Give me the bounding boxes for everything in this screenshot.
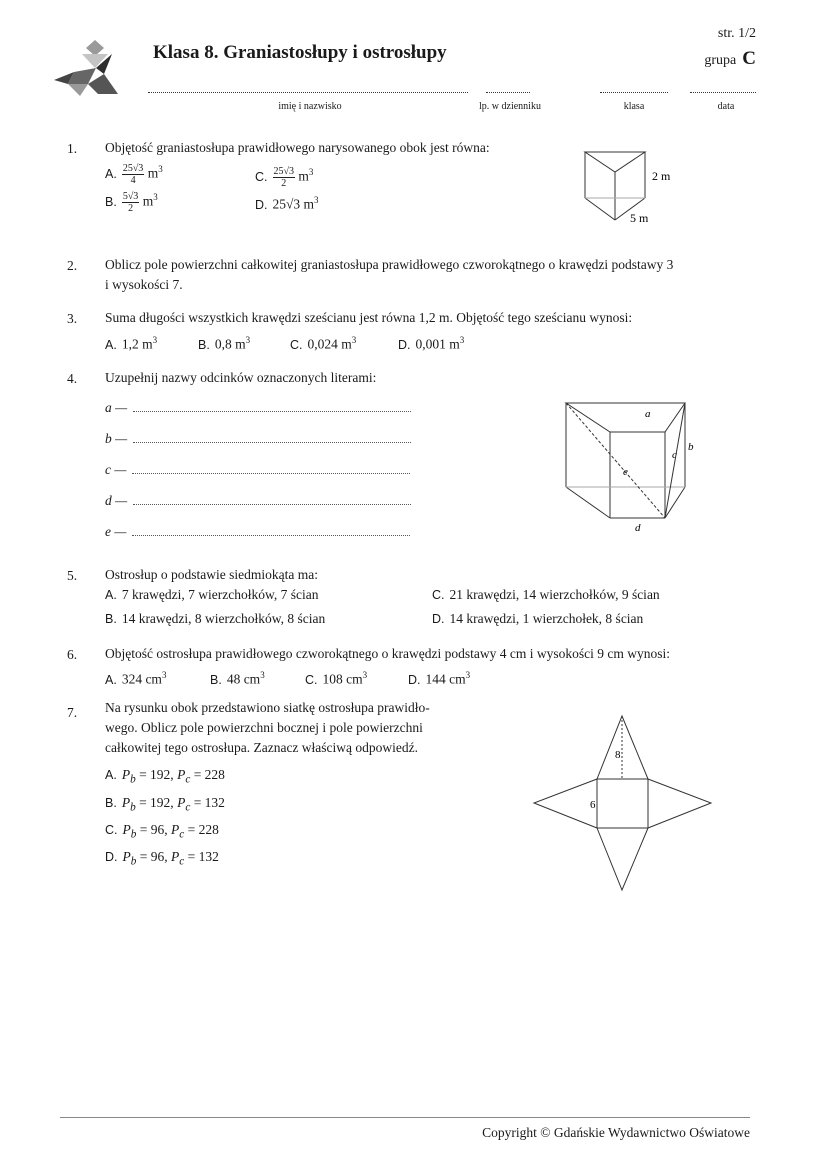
class-field[interactable] bbox=[600, 92, 668, 93]
question-number: 7. bbox=[67, 705, 78, 720]
class-number-label: lp. w dzienniku bbox=[479, 101, 541, 112]
question-text: Na rysunku obok przedstawiono siatkę ostrosłupa prawidło- wego. Oblicz pole powierzchni bocznej i pole powierzchni całkowitej tego ostrosłupa. Zaznacz właściwą odpowiedź. bbox=[105, 700, 430, 755]
answer-option[interactable]: B. 14 krawędzi, 8 wierzchołków, 8 ścian bbox=[105, 611, 326, 626]
date-label: data bbox=[717, 101, 735, 112]
prism-diagram bbox=[560, 395, 700, 540]
answer-option[interactable]: D. 14 krawędzi, 1 wierzchołek, 8 ścian bbox=[432, 611, 644, 626]
slant-height-label: 8 bbox=[615, 749, 621, 761]
answer-option[interactable]: C. 0,024 $m^3$ bbox=[290, 335, 357, 352]
answer-option[interactable]: A. 324 $cm^3$ bbox=[105, 670, 167, 687]
answer-option[interactable]: D. 25√3 $m^3$ bbox=[255, 195, 319, 212]
triangular-prism-figure bbox=[580, 148, 690, 228]
answer-option[interactable]: D. 0,001 $m^3$ bbox=[398, 335, 465, 352]
fill-in-row[interactable]: d — bbox=[105, 493, 411, 509]
base-edge-label: 6 bbox=[590, 799, 596, 811]
question-number: 5. bbox=[67, 568, 78, 583]
answer-option[interactable]: B. $\frac{5√3}{2}$ $m^3$ bbox=[105, 191, 158, 214]
question-number: 2. bbox=[67, 258, 78, 273]
answer-option[interactable]: C. $P_b = 96$, $P_c = 228$ bbox=[105, 822, 219, 841]
base-edge-label: 5 m bbox=[630, 211, 649, 225]
answer-option[interactable]: D. 144 $cm^3$ bbox=[408, 670, 471, 687]
question-text: Suma długości wszystkich krawędzi sześcianu jest równa 1,2 m. Objętość tego sześcianu wynosi: bbox=[105, 310, 633, 325]
group-indicator bbox=[704, 48, 756, 70]
question-text: Objętość graniastosłupa prawidłowego narysowanego obok jest równa: bbox=[105, 140, 490, 155]
question-number: 1. bbox=[67, 141, 78, 156]
fill-in-row[interactable]: e — bbox=[105, 524, 410, 540]
fill-in-row[interactable]: a — bbox=[105, 400, 411, 416]
answer-option[interactable]: A. $\frac{25√3}{4}$ $m^3$ bbox=[105, 163, 163, 186]
group-label: grupa bbox=[704, 53, 737, 68]
question-number: 4. bbox=[67, 371, 78, 386]
fill-in-row[interactable]: c — bbox=[105, 462, 410, 478]
answer-option[interactable]: D. $P_b = 96$, $P_c = 132$ bbox=[105, 849, 219, 868]
label-b: b bbox=[688, 441, 694, 453]
worksheet-title: Klasa 8. Graniastosłupy i ostrosłupy bbox=[153, 42, 447, 63]
fill-in-row[interactable]: b — bbox=[105, 431, 411, 447]
answer-option[interactable]: C. $\frac{25√3}{2}$ $m^3$ bbox=[255, 166, 314, 189]
height-label: 2 m bbox=[652, 169, 671, 183]
publisher-logo bbox=[52, 40, 122, 98]
answer-option[interactable]: A. 7 krawędzi, 7 wierzchołków, 7 ścian bbox=[105, 587, 319, 602]
group-value: C bbox=[742, 48, 756, 69]
answer-option[interactable]: C. 108 $cm^3$ bbox=[305, 670, 368, 687]
footer-divider bbox=[60, 1117, 750, 1118]
page-number: str. 1/2 bbox=[717, 26, 756, 41]
name-field[interactable] bbox=[148, 92, 468, 93]
label-d: d bbox=[635, 522, 641, 534]
question-number: 3. bbox=[67, 311, 78, 326]
label-a: a bbox=[645, 408, 651, 420]
question-text: Ostrosłup o podstawie siedmiokąta ma: bbox=[105, 567, 318, 582]
copyright: Copyright © Gdańskie Wydawnictwo Oświatowe bbox=[482, 1125, 750, 1140]
answer-option[interactable]: A. $P_b = 192$, $P_c = 228$ bbox=[105, 767, 225, 786]
answer-option[interactable]: B. 0,8 $m^3$ bbox=[198, 335, 251, 352]
name-label: imię i nazwisko bbox=[278, 101, 342, 112]
question-number: 6. bbox=[67, 647, 78, 662]
answer-option[interactable]: A. 1,2 $m^3$ bbox=[105, 335, 158, 352]
question-text: Oblicz pole powierzchni całkowitej graniastosłupa prawidłowego czworokątnego o krawędzi podstawy 3 i wysokości 7. bbox=[105, 257, 674, 292]
label-c: c bbox=[672, 449, 677, 461]
class-number-field[interactable] bbox=[486, 92, 530, 93]
answer-option[interactable]: B. $P_b = 192$, $P_c = 132$ bbox=[105, 795, 225, 814]
pyramid-net-figure bbox=[530, 712, 715, 894]
date-field[interactable] bbox=[690, 92, 756, 93]
label-e: e bbox=[623, 466, 628, 478]
answer-option[interactable]: B. 48 $cm^3$ bbox=[210, 670, 265, 687]
question-text: Objętość ostrosłupa prawidłowego czworokątnego o krawędzi podstawy 4 cm i wysokości 9 cm wynosi: bbox=[105, 646, 671, 661]
class-label: klasa bbox=[623, 101, 645, 112]
answer-option[interactable]: C. 21 krawędzi, 14 wierzchołków, 9 ścian bbox=[432, 587, 660, 602]
question-text: Uzupełnij nazwy odcinków oznaczonych literami: bbox=[105, 370, 377, 385]
